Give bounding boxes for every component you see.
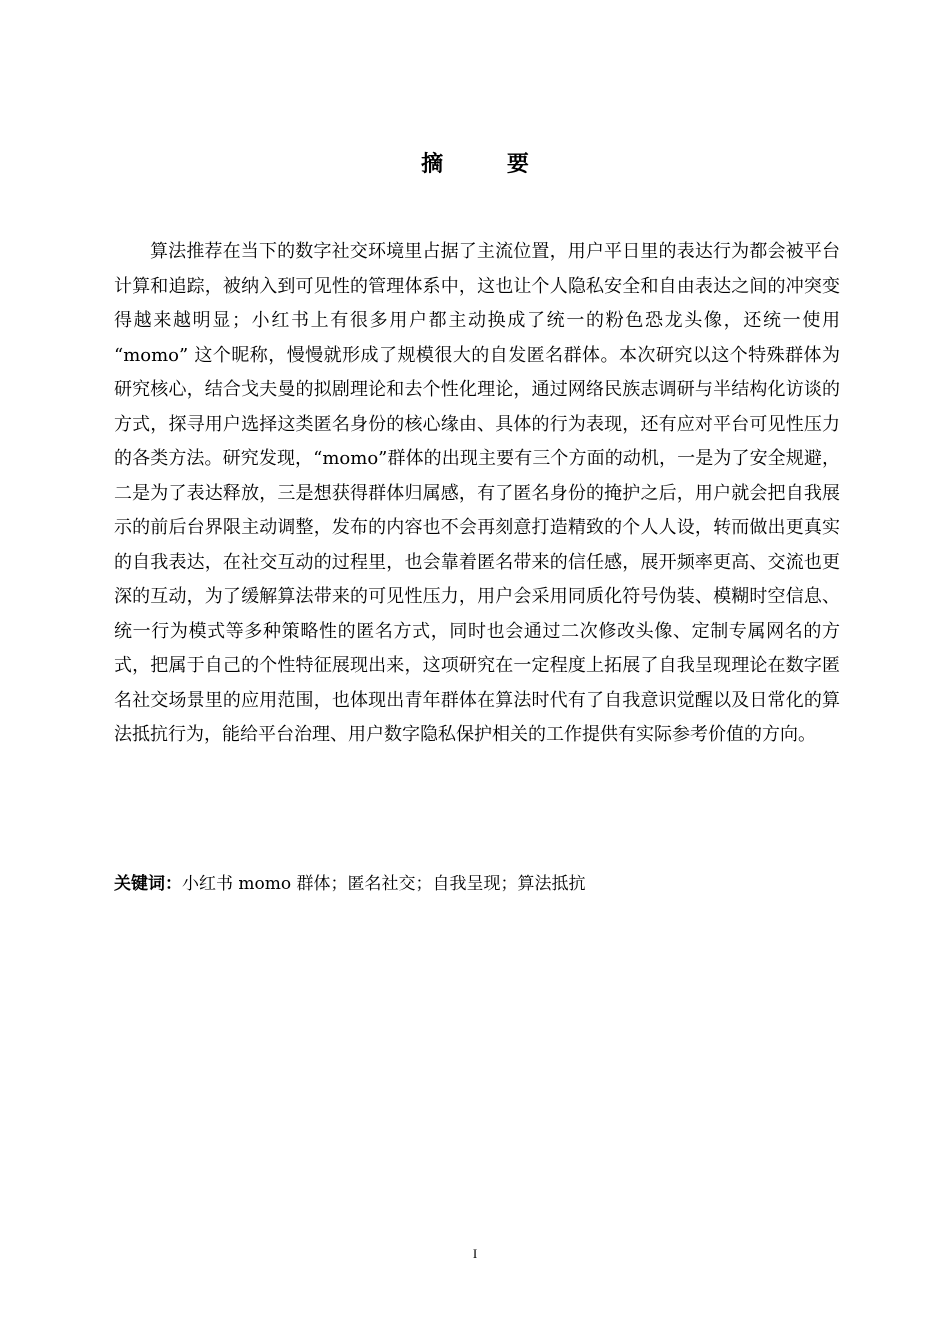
abstract-body: 算法推荐在当下的数字社交环境里占据了主流位置，用户平日里的表达行为都会被平台计算和追踪，被纳入到可见性的管理体系中，这也让个人隐私安全和自由表达之间的冲突变得越来越明显；小红书上有很多用户都主动换成了统一的粉色恐龙头像，还统一使用 “momo” 这个昵称，慢慢就形成了规模很大的自发匿名群体。本次研究以这个特殊群体为研究核心，结合戈夫曼的拟剧理论和去个性化理论，通过网络民族志调研与半结构化访谈的方式，探寻用户选择这类匿名身份的核心缘由、具体的行为表现，还有应对平台可见性压力的各类方法。研究发现，“momo”群体的出现主要有三个方面的动机，一是为了安全规避，二是为了表达释放，三是想获得群体归属感，有了匿名身份的掩护之后，用户就会把自我展示的前后台界限主动调整，发布的内容也不会再刻意打造精致的个人人设，转而做出更真实的自我表达，在社交互动的过程里，也会靠着匿名带来的信任感，展开频率更高、交流也更深的互动，为了缓解算法带来的可见性压力，用户会采用同质化符号伪装、模糊时空信息、统一行为模式等多种策略性的匿名方式，同时也会通过二次修改头像、定制专属网名的方式，把属于自己的个性特征展现出来，这项研究在一定程度上拓展了自我呈现理论在数字匿名社交场景里的应用范围，也体现出青年群体在算法时代有了自我意识觉醒以及日常化的算法抵抗行为，能给平台治理、用户数字隐私保护相关的工作提供有实际参考价值的方向。: [114, 241, 840, 745]
keywords-text: 小红书 momo 群体；匿名社交；自我呈现；算法抵抗: [182, 874, 586, 894]
abstract-title: 摘 要: [421, 152, 557, 177]
keywords-label: 关键词：: [114, 874, 182, 894]
page-number: I: [472, 1246, 478, 1261]
keywords-line: [114, 870, 840, 898]
